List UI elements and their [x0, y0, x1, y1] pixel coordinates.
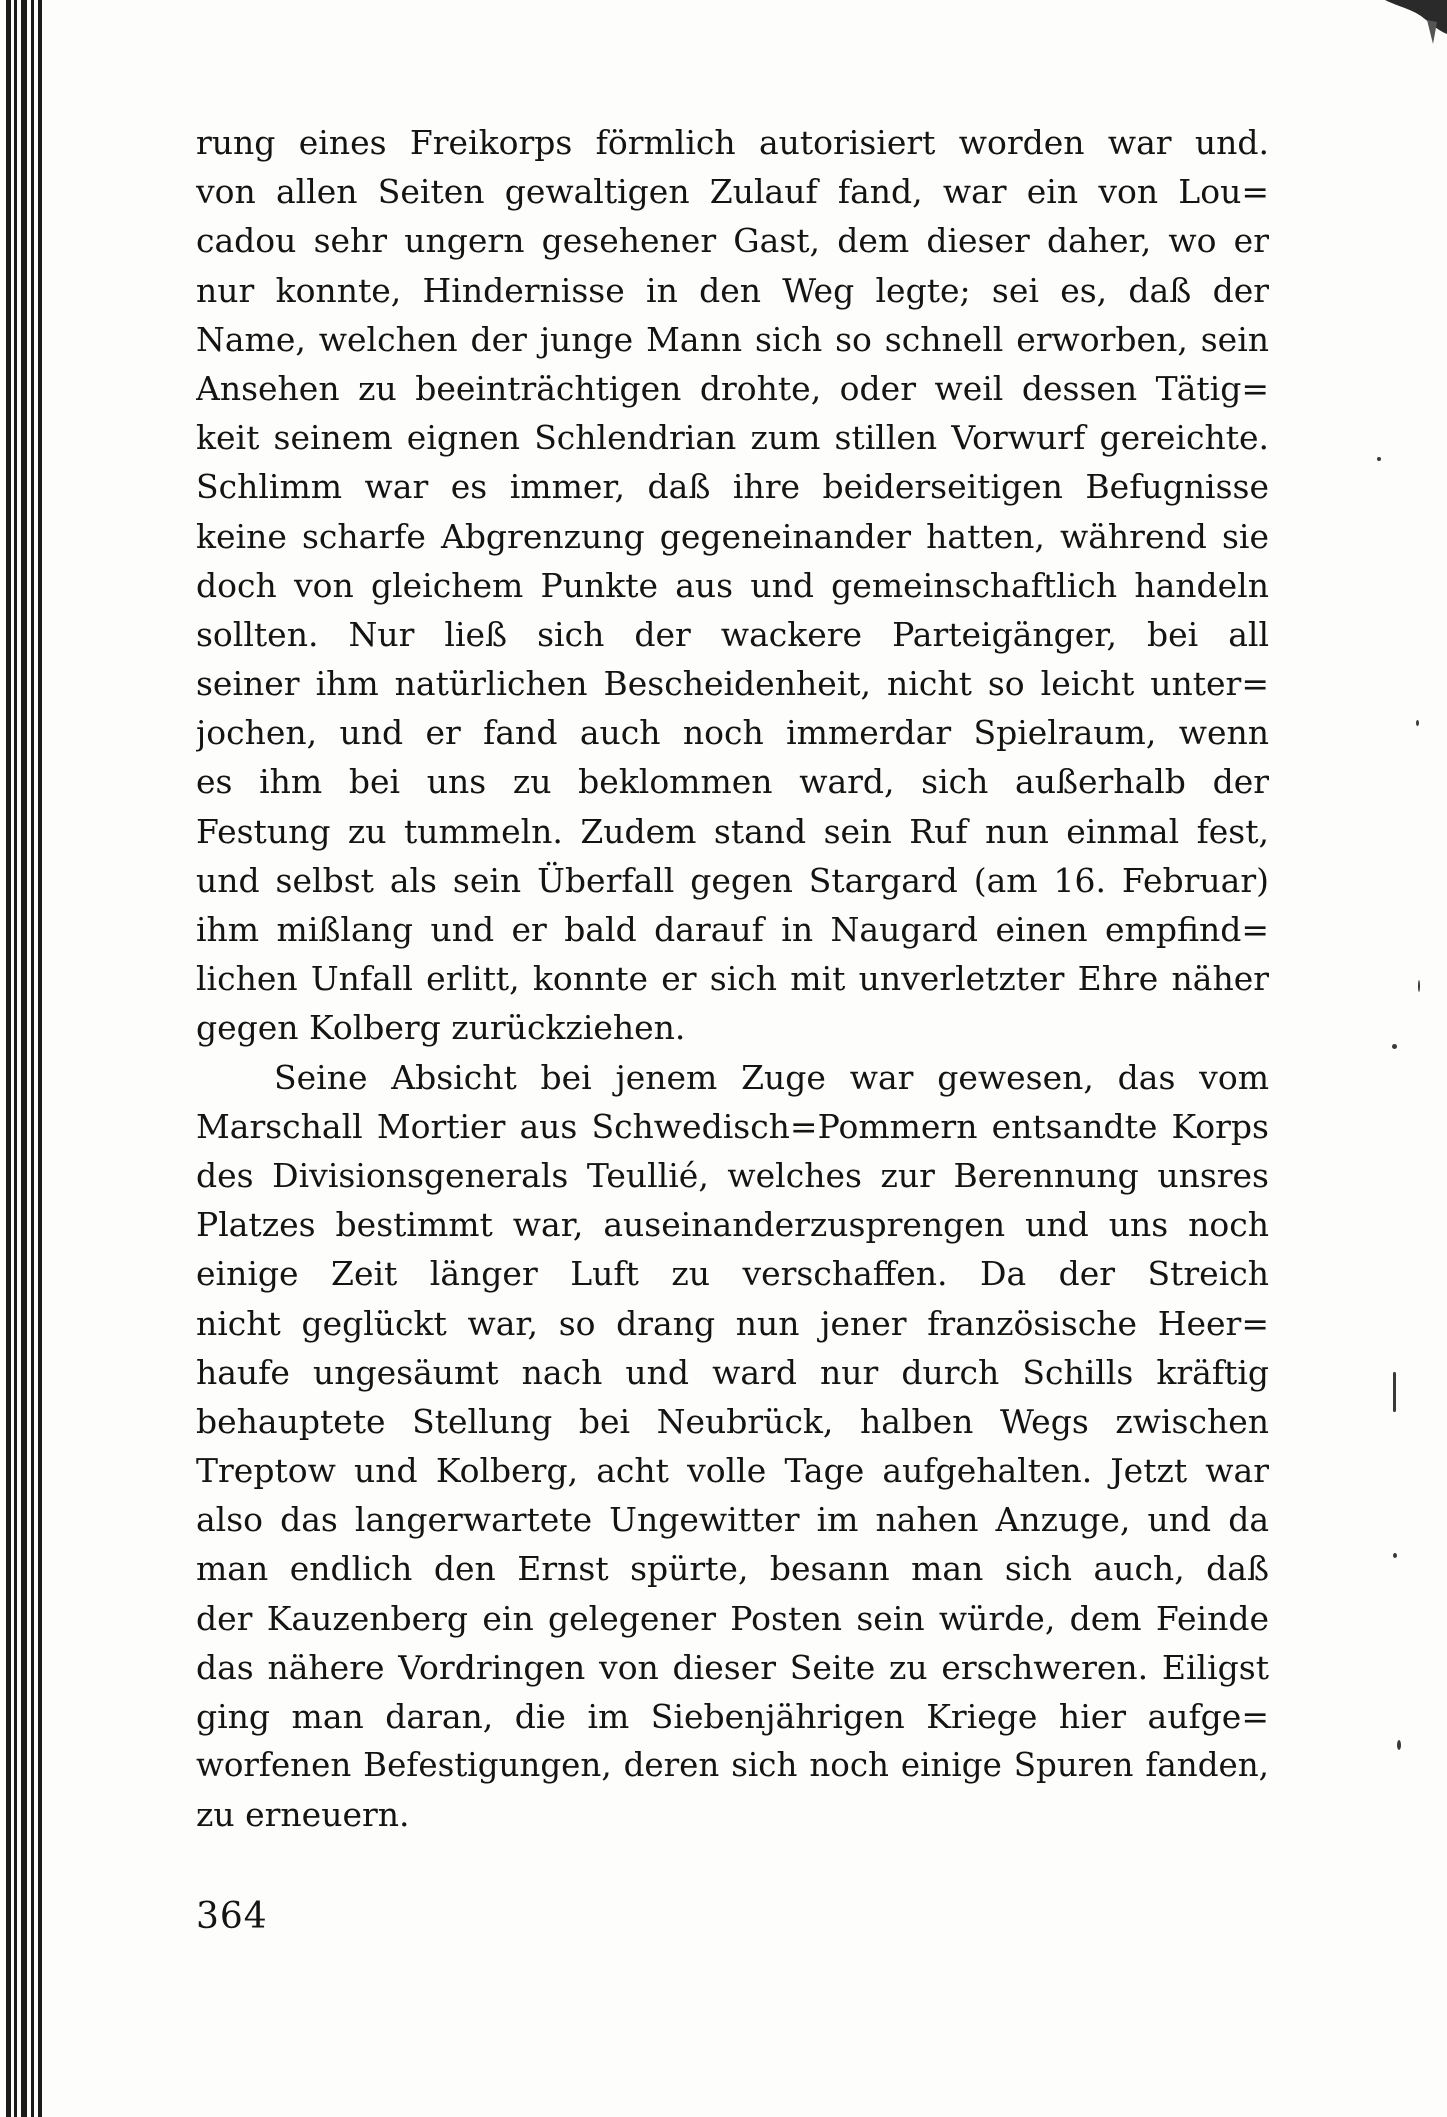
text-line: cadou sehr ungern gesehener Gast, dem dieser daher, wo er	[196, 221, 1269, 261]
page-number: 364	[196, 1896, 268, 1937]
text-line: haufe ungesäumt nach und ward nur durch Schills kräftig	[196, 1352, 1269, 1392]
scan-speckle	[1397, 1740, 1401, 1750]
text-line: also das langerwartete Ungewitter im nahen Anzuge, und da	[196, 1500, 1269, 1540]
text-line: einige Zeit länger Luft zu verschaffen. Da der Streich	[196, 1254, 1269, 1294]
text-line: lichen Unfall erlitt, konnte er sich mit unverletzter Ehre näher	[196, 959, 1269, 999]
text-line: zu erneuern.	[196, 1795, 410, 1835]
text-line: jochen, und er fand auch noch immerdar Spielraum, wenn	[196, 713, 1269, 753]
text-line: keine scharfe Abgrenzung gegeneinander hatten, während sie	[196, 516, 1269, 556]
text-line: seiner ihm natürlichen Bescheidenheit, nicht so leicht unter=	[196, 664, 1269, 704]
text-line: keit seinem eignen Schlendrian zum stillen Vorwurf gereichte.	[196, 418, 1269, 458]
text-line: doch von gleichem Punkte aus und gemeinschaftlich handeln	[196, 565, 1269, 605]
text-line: Seine Absicht bei jenem Zuge war gewesen, das vom	[274, 1057, 1269, 1097]
text-line: von allen Seiten gewaltigen Zulauf fand, war ein von Lou=	[196, 172, 1269, 212]
text-line: Name, welchen der junge Mann sich so schnell erworben, sein	[196, 319, 1269, 359]
text-line: sollten. Nur ließ sich der wackere Parteigänger, bei all	[196, 614, 1269, 654]
text-line: nur konnte, Hindernisse in den Weg legte; sei es, daß der	[196, 270, 1269, 310]
text-line: der Kauzenberg ein gelegener Posten sein würde, dem Feinde	[196, 1598, 1269, 1638]
text-line: des Divisionsgenerals Teullié, welches zur Berennung unsres	[196, 1155, 1269, 1195]
text-line: Marschall Mortier aus Schwedisch=Pommern entsandte Korps	[196, 1106, 1269, 1146]
text-line: ging man daran, die im Siebenjährigen Kriege hier aufge=	[196, 1697, 1269, 1736]
text-line: Ansehen zu beeinträchtigen drohte, oder weil dessen Tätig=	[196, 368, 1269, 408]
text-line: es ihm bei uns zu beklommen ward, sich außerhalb der	[196, 762, 1269, 802]
text-line: man endlich den Ernst spürte, besann man sich auch, daß	[196, 1549, 1269, 1589]
text-line: Festung zu tummeln. Zudem stand sein Ruf nun einmal fest,	[196, 811, 1269, 851]
text-line: Schlimm war es immer, daß ihre beiderseitigen Befugnisse	[196, 467, 1269, 507]
text-line: gegen Kolberg zurückziehen.	[196, 1008, 686, 1048]
corner-smudge	[1377, 0, 1447, 60]
text-line: behauptete Stellung bei Neubrück, halben Wegs zwischen	[196, 1401, 1269, 1441]
text-line: rung eines Freikorps förmlich autorisiert worden war und.	[196, 123, 1269, 162]
text-line: ihm mißlang und er bald darauf in Naugard einen empfind=	[196, 910, 1269, 949]
scan-speckle	[1377, 457, 1381, 461]
scan-speckle	[1393, 1553, 1397, 1558]
text-line: worfenen Befestigungen, deren sich noch einige Spuren fanden,	[196, 1746, 1269, 1785]
text-line: nicht geglückt war, so drang nun jener französische Heer=	[196, 1303, 1269, 1343]
text-line: Platzes bestimmt war, auseinanderzusprengen und uns noch	[196, 1205, 1269, 1245]
text-line: und selbst als sein Überfall gegen Stargard (am 16. Februar)	[196, 860, 1269, 900]
binding-edge	[0, 0, 48, 2117]
scan-speckle	[1418, 980, 1420, 992]
text-line: Treptow und Kolberg, acht volle Tage aufgehalten. Jetzt war	[196, 1451, 1269, 1491]
body-text	[196, 118, 1269, 1840]
text-line: das nähere Vordringen von dieser Seite zu erschweren. Eiligst	[196, 1647, 1269, 1687]
scan-speckle	[1393, 1372, 1396, 1412]
scan-speckle	[1416, 720, 1419, 726]
scan-speckle	[1392, 1044, 1397, 1049]
